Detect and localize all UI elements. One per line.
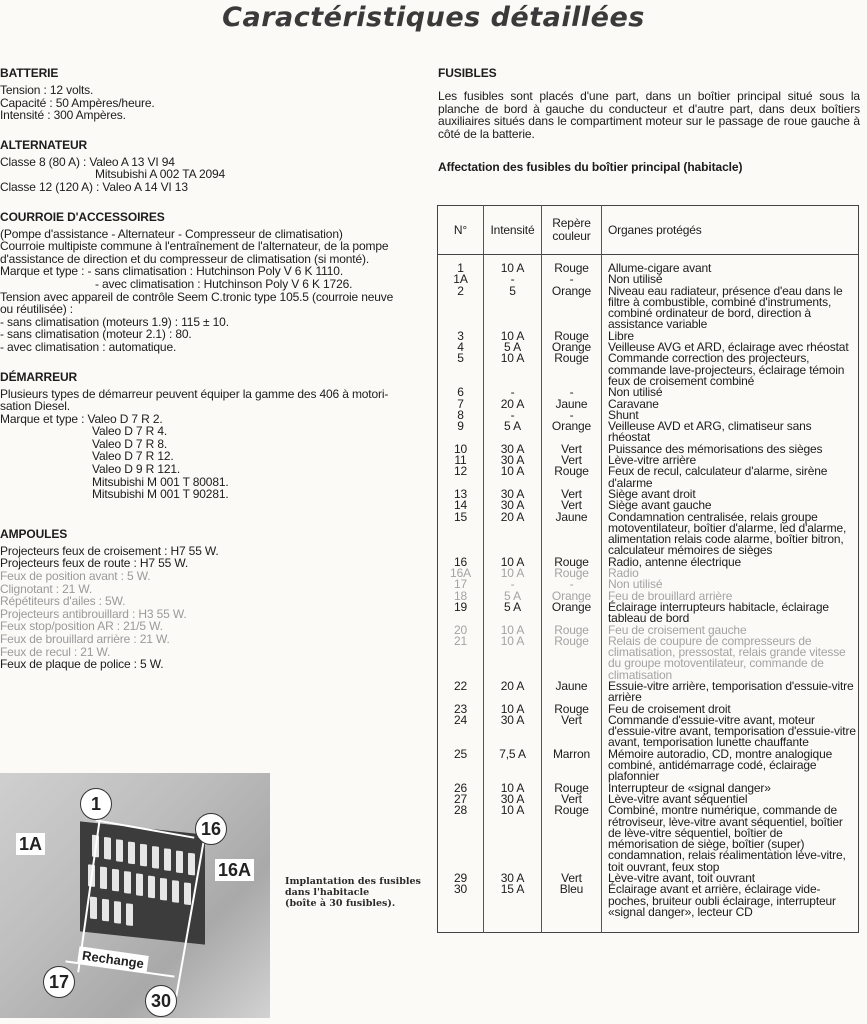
col-header-couleur	[542, 206, 602, 255]
cell-couleur: Vert	[542, 455, 602, 466]
cell-organes: Feux de recul, calculateur d'alarme, sirène d'alarme	[608, 464, 828, 490]
batterie-intensite: Intensité : 300 Ampères.	[0, 108, 126, 123]
cell-no: 22	[438, 681, 484, 704]
cell-organes: Lève-vitre avant séquentiel	[608, 791, 748, 806]
cell-couleur: Rouge	[542, 568, 602, 579]
courroie-line: - avec climatisation : Hutchinson Poly V 6 K 1726.	[95, 276, 353, 291]
cell-intensite: 30 A	[484, 500, 542, 511]
table-header-row	[438, 206, 859, 255]
heading-batterie: BATTERIE	[0, 66, 59, 80]
cell-no: 27	[438, 794, 484, 805]
cell-no: 9	[438, 421, 484, 444]
cell-no: 26	[438, 783, 484, 794]
courroie-line: - sans climatisation (moteur 2.1) : 80.	[0, 327, 192, 342]
cell-intensite: 10 A	[484, 636, 542, 681]
cell-couleur: Orange	[542, 286, 602, 331]
cell-no: 24	[438, 715, 484, 749]
table-row	[438, 602, 859, 625]
cell-organes: Éclairage interrupteurs habitacle, éclairage tableau de bord	[608, 599, 829, 626]
cell-organes: Mémoire autoradio, CD, montre analogique combiné, antidémarrage codé, éclairage plafonnier	[608, 746, 833, 784]
ampoule-line: Répétiteurs d'ailes : 5W.	[0, 594, 126, 609]
table-row	[438, 681, 859, 704]
cell-couleur: Jaune	[542, 512, 602, 557]
cell-no: 6	[438, 387, 484, 398]
cell-no: 23	[438, 704, 484, 715]
cell-couleur: Vert	[542, 794, 602, 805]
cell-organes: Éclairage avant et arrière, éclairage vide-poches, bruiteur oubli éclairage, interrupteur «signal danger», lecteur CD	[608, 882, 836, 919]
cell-organes: Siège avant gauche	[608, 498, 712, 513]
table-row	[438, 749, 859, 783]
cell-no: 1A	[438, 274, 484, 285]
cell-organes: Veilleuse AVD et ARG, climatiseur sans rhéostat	[608, 419, 812, 445]
cell-intensite: -	[484, 274, 542, 285]
demarreur-line: Plusieurs types de démarreur peuvent équiper la gamme des 406 à motori-	[0, 386, 389, 401]
cell-organes: Commande d'essuie-vitre avant, moteur d'essuie-vitre avant, temporisation d'essuie-vitre avant, temporisation lunette chauffante	[608, 712, 856, 750]
cell-no: 3	[438, 331, 484, 342]
demarreur-type: Valeo D 7 R 4.	[92, 424, 168, 439]
cell-organes: Radio	[608, 566, 639, 581]
ampoule-line: Projecteurs antibrouillard : H3 55 W.	[0, 606, 187, 621]
cell-couleur: Vert	[542, 873, 602, 884]
photo-caption	[285, 876, 425, 909]
right-column	[438, 66, 860, 174]
cell-no: 17	[438, 579, 484, 590]
cell-intensite: -	[484, 579, 542, 590]
section-batterie	[0, 66, 425, 122]
section-alternateur	[0, 138, 425, 194]
cell-organes: Relais de coupure de compresseurs de climatisation, pressostat, relais grande vitesse du groupe motoventilateur, commande de climatisation	[608, 633, 846, 682]
demarreur-type: Mitsubishi M 001 T 80081.	[92, 474, 229, 489]
cell-no: 29	[438, 873, 484, 884]
cell-organes: Feu de croisement droit	[608, 701, 731, 716]
ampoule-line: Feux de plaque de police : 5 W.	[0, 657, 164, 672]
ampoule-line: Feux stop/position AR : 21/5 W.	[0, 619, 163, 634]
caption-line: dans l'habitacle	[285, 887, 370, 898]
cell-organes: Puissance des mémorisations des sièges	[608, 441, 823, 456]
cell-organes: Feu de brouillard arrière	[608, 588, 733, 603]
cell-no: 10	[438, 444, 484, 455]
col-header-intensite: Intensité	[484, 206, 542, 255]
cell-no: 7	[438, 399, 484, 410]
label-fuse-1: 1	[80, 788, 112, 820]
ampoule-line: Projecteurs feux de croisement : H7 55 W.	[0, 543, 219, 558]
cell-couleur: -	[542, 410, 602, 421]
cell-intensite: 5 A	[484, 602, 542, 625]
cell-intensite: 15 A	[484, 884, 542, 932]
ampoule-line: Clignotant : 21 W.	[0, 581, 93, 596]
cell-organes: Non utilisé	[608, 272, 663, 287]
cell-organes: Condamnation centralisée, relais groupe motoventilateur, boîtier d'alarme, led d'alarme, alimentation relais code alarme, boîtier bitron, calculateur mémoires de sièges	[608, 509, 847, 558]
cell-couleur: Vert	[542, 500, 602, 511]
left-column	[0, 66, 425, 685]
cell-intensite: 5 A	[484, 342, 542, 353]
cell-intensite: -	[484, 410, 542, 421]
cell-organes: Lève-vitre avant, toit ouvrant	[608, 871, 755, 886]
cell-intensite: 10 A	[484, 353, 542, 387]
label-fuse-17: 17	[43, 966, 75, 998]
cell-organes: Veilleuse AVG et ARD, éclairage avec rhéostat	[608, 340, 849, 355]
page-title: Caractéristiques détaillées	[222, 2, 645, 33]
ampoule-line: Feux de recul : 21 W.	[0, 644, 111, 659]
cell-no: 14	[438, 500, 484, 511]
caption-line: (boîte à 30 fusibles).	[285, 898, 396, 909]
alternateur-line: Mitsubishi A 002 TA 2094	[95, 167, 226, 182]
demarreur-line: sation Diesel.	[0, 399, 70, 414]
cell-couleur: Vert	[542, 715, 602, 749]
cell-organes: Commande correction des projecteurs, commande lave-projecteurs, éclairage témoin feux de croisement combiné	[608, 351, 845, 388]
cell-no: 8	[438, 410, 484, 421]
cell-intensite: 20 A	[484, 512, 542, 557]
cell-intensite: 10 A	[484, 625, 542, 636]
cell-organes: Allume-cigare avant	[608, 261, 712, 275]
cell-intensite: 5	[484, 286, 542, 331]
cell-no: 25	[438, 749, 484, 783]
cell-intensite: 10 A	[484, 557, 542, 568]
cell-no: 21	[438, 636, 484, 681]
heading-courroie: COURROIE D'ACCESSOIRES	[0, 209, 165, 224]
cell-organes: Interrupteur de «signal danger»	[608, 780, 771, 795]
table-row	[438, 715, 859, 749]
cell-intensite: 10 A	[484, 466, 542, 489]
table-row	[438, 884, 859, 932]
cell-couleur: Rouge	[542, 625, 602, 636]
cell-couleur: Marron	[542, 749, 602, 783]
table-row	[438, 466, 859, 489]
cell-no: 19	[438, 602, 484, 625]
cell-intensite: 7,5 A	[484, 749, 542, 783]
cell-no: 12	[438, 466, 484, 489]
demarreur-type: Valeo D 7 R 12.	[92, 449, 174, 464]
cell-intensite: 30 A	[484, 489, 542, 500]
fusibles-paragraph: Les fusibles sont placés d'une part, dans un boîtier principal situé sous la planche de bord à gauche du conducteur et d'autre part, dans deux boîtiers auxiliaires situés dans le compartiment moteur sur le passage de roue gauche à côté de la batterie.	[438, 89, 860, 141]
cell-no: 20	[438, 625, 484, 636]
label-fuse-16: 16	[195, 813, 227, 845]
courroie-line: Marque et type : - sans climatisation : Hutchinson Poly V 6 K 1110.	[0, 264, 344, 279]
cell-couleur: Rouge	[542, 466, 602, 489]
ampoule-line: Feux de brouillard arrière : 21 W.	[0, 632, 170, 646]
ampoule-line: Feux de position avant : 5 W.	[0, 569, 151, 584]
cell-no: 28	[438, 805, 484, 873]
cell-organes: Essuie-vitre arrière, temporisation d'essuie-vitre arrière	[608, 678, 854, 705]
demarreur-type: Mitsubishi M 001 T 90281.	[92, 487, 229, 502]
cell-intensite: 10 A	[484, 805, 542, 873]
courroie-line: - sans climatisation (moteurs 1.9) : 115 ± 10.	[0, 314, 229, 329]
label-fuse-1a: 1A	[16, 833, 45, 855]
cell-no: 18	[438, 591, 484, 602]
cell-no: 13	[438, 489, 484, 500]
cell-no: 5	[438, 353, 484, 387]
cell-couleur: Orange	[542, 602, 602, 625]
cell-couleur: Orange	[542, 591, 602, 602]
courroie-line: Tension avec appareil de contrôle Seem C.tronic type 105.5 (courroie neuve	[0, 289, 394, 304]
courroie-line: - avec climatisation : automatique.	[0, 339, 177, 354]
cell-no: 16	[438, 557, 484, 568]
ampoule-line: Projecteurs feux de route : H7 55 W.	[0, 556, 189, 571]
cell-organes: Non utilisé	[608, 577, 663, 592]
cell-organes: Shunt	[608, 407, 639, 422]
cell-couleur: Vert	[542, 444, 602, 455]
cell-organes: Siège avant droit	[608, 486, 696, 501]
cell-intensite: 10 A	[484, 331, 542, 342]
heading-alternateur: ALTERNATEUR	[0, 137, 88, 152]
alternateur-line: Classe 12 (120 A) : Valeo A 14 VI 13	[0, 179, 188, 194]
cell-no: 11	[438, 455, 484, 466]
cell-intensite: -	[484, 387, 542, 398]
fuse-table	[437, 205, 859, 933]
label-fuse-30: 30	[145, 985, 177, 1017]
cell-intensite: 30 A	[484, 715, 542, 749]
col-header-no: N°	[438, 206, 484, 255]
cell-organes: Niveau eau radiateur, présence d'eau dans le filtre à combustible, combiné d'instruments, combiné ordinateur de bord, direction à assistance variable	[608, 283, 843, 332]
col-header-couleur-text: Repère couleur	[552, 216, 591, 243]
fuse-box	[80, 821, 205, 944]
label-rechange: Rechange	[77, 946, 149, 973]
cell-couleur: Orange	[542, 342, 602, 353]
cell-couleur: Jaune	[542, 399, 602, 410]
cell-no: 16A	[438, 568, 484, 579]
demarreur-line: Marque et type : Valeo D 7 R 2.	[0, 411, 163, 426]
cell-organes: Feu de croisement gauche	[608, 622, 747, 637]
cell-intensite: 10 A	[484, 783, 542, 794]
table-row	[438, 512, 859, 557]
alternateur-line: Classe 8 (80 A) : Valeo A 13 VI 94	[0, 154, 175, 169]
cell-intensite: 10 A	[484, 255, 542, 275]
cell-couleur: -	[542, 579, 602, 590]
table-row	[438, 286, 859, 331]
demarreur-type: Valeo D 7 R 8.	[92, 436, 168, 451]
table-row	[438, 805, 859, 873]
cell-organes: Radio, antenne électrique	[608, 554, 742, 569]
label-fuse-16a: 16A	[215, 859, 254, 881]
cell-no: 4	[438, 342, 484, 353]
cell-organes: Caravane	[608, 396, 659, 411]
cell-couleur: -	[542, 387, 602, 398]
cell-couleur: Rouge	[542, 636, 602, 681]
cell-organes: Libre	[608, 328, 634, 343]
section-demarreur	[0, 370, 425, 501]
cell-intensite: 10 A	[484, 704, 542, 715]
cell-intensite: 30 A	[484, 444, 542, 455]
cell-intensite: 30 A	[484, 794, 542, 805]
cell-couleur: Rouge	[542, 557, 602, 568]
courroie-line: ou réutilisée) :	[0, 302, 73, 317]
section-ampoules	[0, 527, 425, 671]
cell-intensite: 30 A	[484, 455, 542, 466]
cell-couleur: Jaune	[542, 681, 602, 704]
courroie-line: Courroie multipiste commune à l'entraînement de l'alternateur, de la pompe	[0, 239, 389, 254]
cell-organes: Non utilisé	[608, 385, 663, 400]
cell-intensite: 5 A	[484, 591, 542, 602]
cell-couleur: Rouge	[542, 704, 602, 715]
caption-line: Implantation des fusibles	[285, 876, 421, 887]
cell-no: 30	[438, 884, 484, 932]
table-row	[438, 353, 859, 387]
cell-no: 2	[438, 286, 484, 331]
cell-couleur: Rouge	[542, 805, 602, 873]
cell-couleur: -	[542, 274, 602, 285]
heading-ampoules: AMPOULES	[0, 526, 68, 541]
section-courroie	[0, 210, 425, 354]
table-title: Affectation des fusibles du boîtier principal (habitacle)	[438, 160, 743, 175]
fuse-table-body	[438, 255, 859, 933]
cell-intensite: 20 A	[484, 399, 542, 410]
cell-no: 1	[438, 255, 484, 275]
cell-couleur: Rouge	[542, 783, 602, 794]
cell-couleur: Vert	[542, 489, 602, 500]
courroie-line: d'assistance de direction et du compresseur de climatisation (si monté).	[0, 251, 369, 266]
col-header-organes: Organes protégés	[602, 206, 859, 255]
table-row	[438, 399, 859, 410]
batterie-capacite: Capacité : 50 Ampères/heure.	[0, 95, 155, 110]
cell-couleur: Bleu	[542, 884, 602, 932]
cell-intensite: 10 A	[484, 568, 542, 579]
cell-couleur: Rouge	[542, 353, 602, 387]
table-row	[438, 636, 859, 681]
courroie-line: (Pompe d'assistance - Alternateur - Compresseur de climatisation)	[0, 226, 343, 241]
cell-couleur: Rouge	[542, 331, 602, 342]
table-row	[438, 421, 859, 444]
cell-intensite: 30 A	[484, 873, 542, 884]
heading-fusibles: FUSIBLES	[438, 66, 497, 80]
cell-no: 15	[438, 512, 484, 557]
cell-organes: Combiné, montre numérique, commande de rétroviseur, lève-vitre avant séquentiel, boîtier de lève-vitre séquentiel, boîtier de mémorisation de siège, boîtier (super) condamnation, relais réalimentation lève-vitre, toit ouvrant, feux stop	[608, 803, 846, 874]
fuse-box-photo	[0, 773, 270, 1018]
cell-organes: Lève-vitre arrière	[608, 453, 696, 468]
cell-intensite: 20 A	[484, 681, 542, 704]
demarreur-type: Valeo D 9 R 121.	[92, 462, 181, 477]
cell-intensite: 5 A	[484, 421, 542, 444]
heading-demarreur: DÉMARREUR	[0, 369, 78, 384]
cell-couleur: Orange	[542, 421, 602, 444]
cell-couleur: Rouge	[542, 255, 602, 275]
batterie-tension: Tension : 12 volts.	[0, 83, 94, 97]
